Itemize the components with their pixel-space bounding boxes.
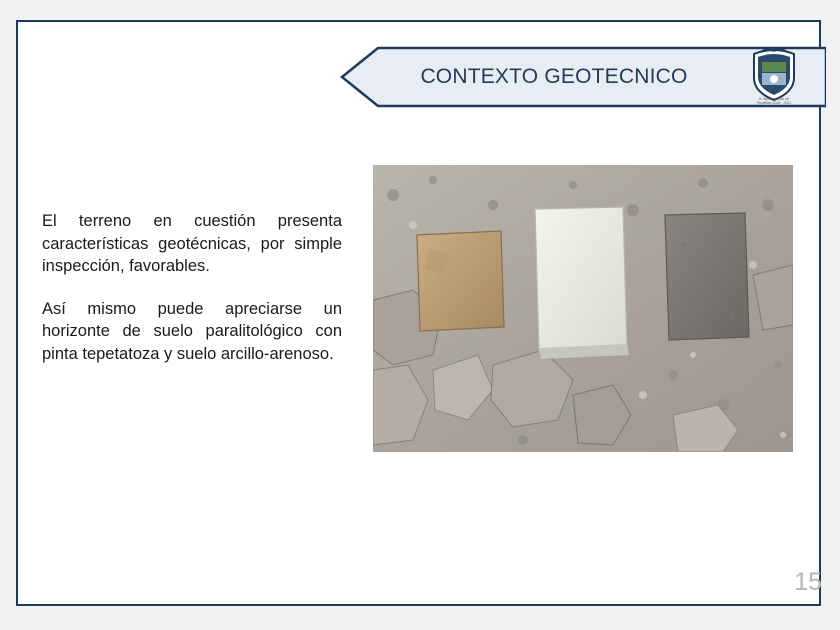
paragraph: El terreno en cuestión presenta características geotécnicas, por simple inspección, favorables. bbox=[42, 212, 342, 275]
slide-title: CONTEXTO GEOTECNICO bbox=[420, 65, 688, 88]
paragraph: Así mismo puede apreciarse un horizonte de suelo paralitológico con pinta tepetatoza y suelo arcillo-arenoso. bbox=[42, 299, 342, 363]
soil-samples-photo bbox=[373, 165, 793, 452]
logo-caption bbox=[744, 97, 804, 105]
logo-caption-line: H. Ayuntamiento de bbox=[758, 97, 790, 101]
page-number: 15 bbox=[794, 568, 822, 596]
body-text bbox=[42, 210, 342, 385]
logo-caption-line: Tepatitlán 2018 - 2021 bbox=[756, 101, 792, 105]
